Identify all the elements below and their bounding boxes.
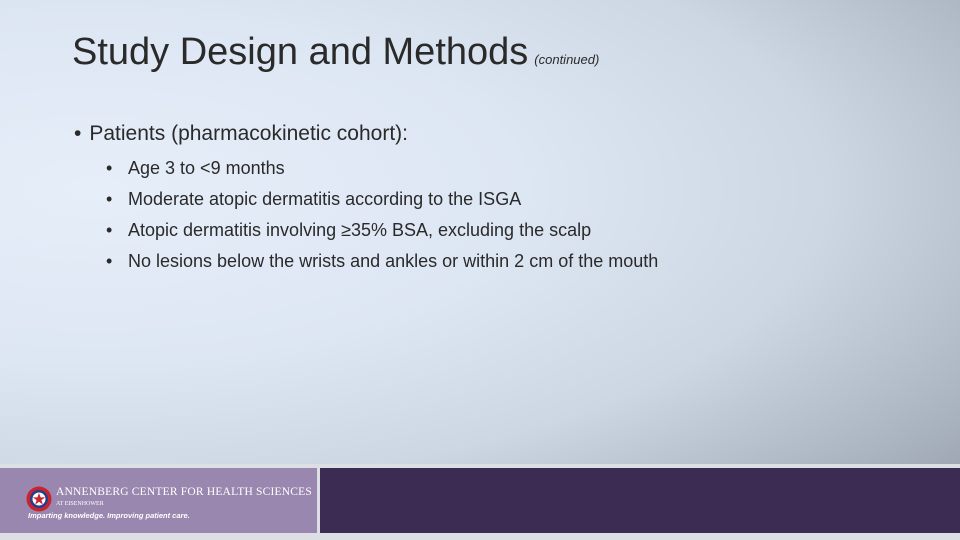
slide-title: [72, 28, 599, 84]
sub-bullet-list: [106, 153, 658, 277]
bullet-marker: •: [106, 220, 113, 240]
main-bullet: [74, 120, 408, 148]
bullet-marker: •: [74, 122, 82, 145]
sub-bullet-item: [106, 215, 658, 246]
sub-bullet-text: Moderate atopic dermatitis according to the ISGA: [128, 189, 522, 209]
sub-bullet-text: Age 3 to <9 months: [128, 158, 285, 178]
sub-bullet-text: Atopic dermatitis involving ≥35% BSA, excluding the scalp: [128, 220, 592, 240]
main-bullet-text: Patients (pharmacokinetic cohort):: [89, 122, 408, 145]
footer-accent-panel: [320, 468, 960, 533]
star-seal-icon: [26, 486, 52, 512]
title-note: (continued): [534, 52, 600, 67]
sub-bullet-item: [106, 184, 658, 215]
org-tagline: Imparting knowledge. Improving patient care.: [28, 511, 190, 520]
title-text: Study Design and Methods: [72, 31, 529, 73]
org-name: ANNENBERG CENTER FOR HEALTH SCIENCES: [56, 486, 312, 498]
bullet-marker: •: [106, 158, 113, 178]
sub-bullet-text: No lesions below the wrists and ankles or within 2 cm of the mouth: [128, 251, 659, 271]
bullet-marker: •: [106, 189, 113, 209]
bullet-marker: •: [106, 251, 113, 271]
org-subtitle: AT EISENHOWER: [56, 501, 104, 507]
sub-bullet-item: [106, 153, 658, 184]
sub-bullet-item: [106, 246, 658, 277]
